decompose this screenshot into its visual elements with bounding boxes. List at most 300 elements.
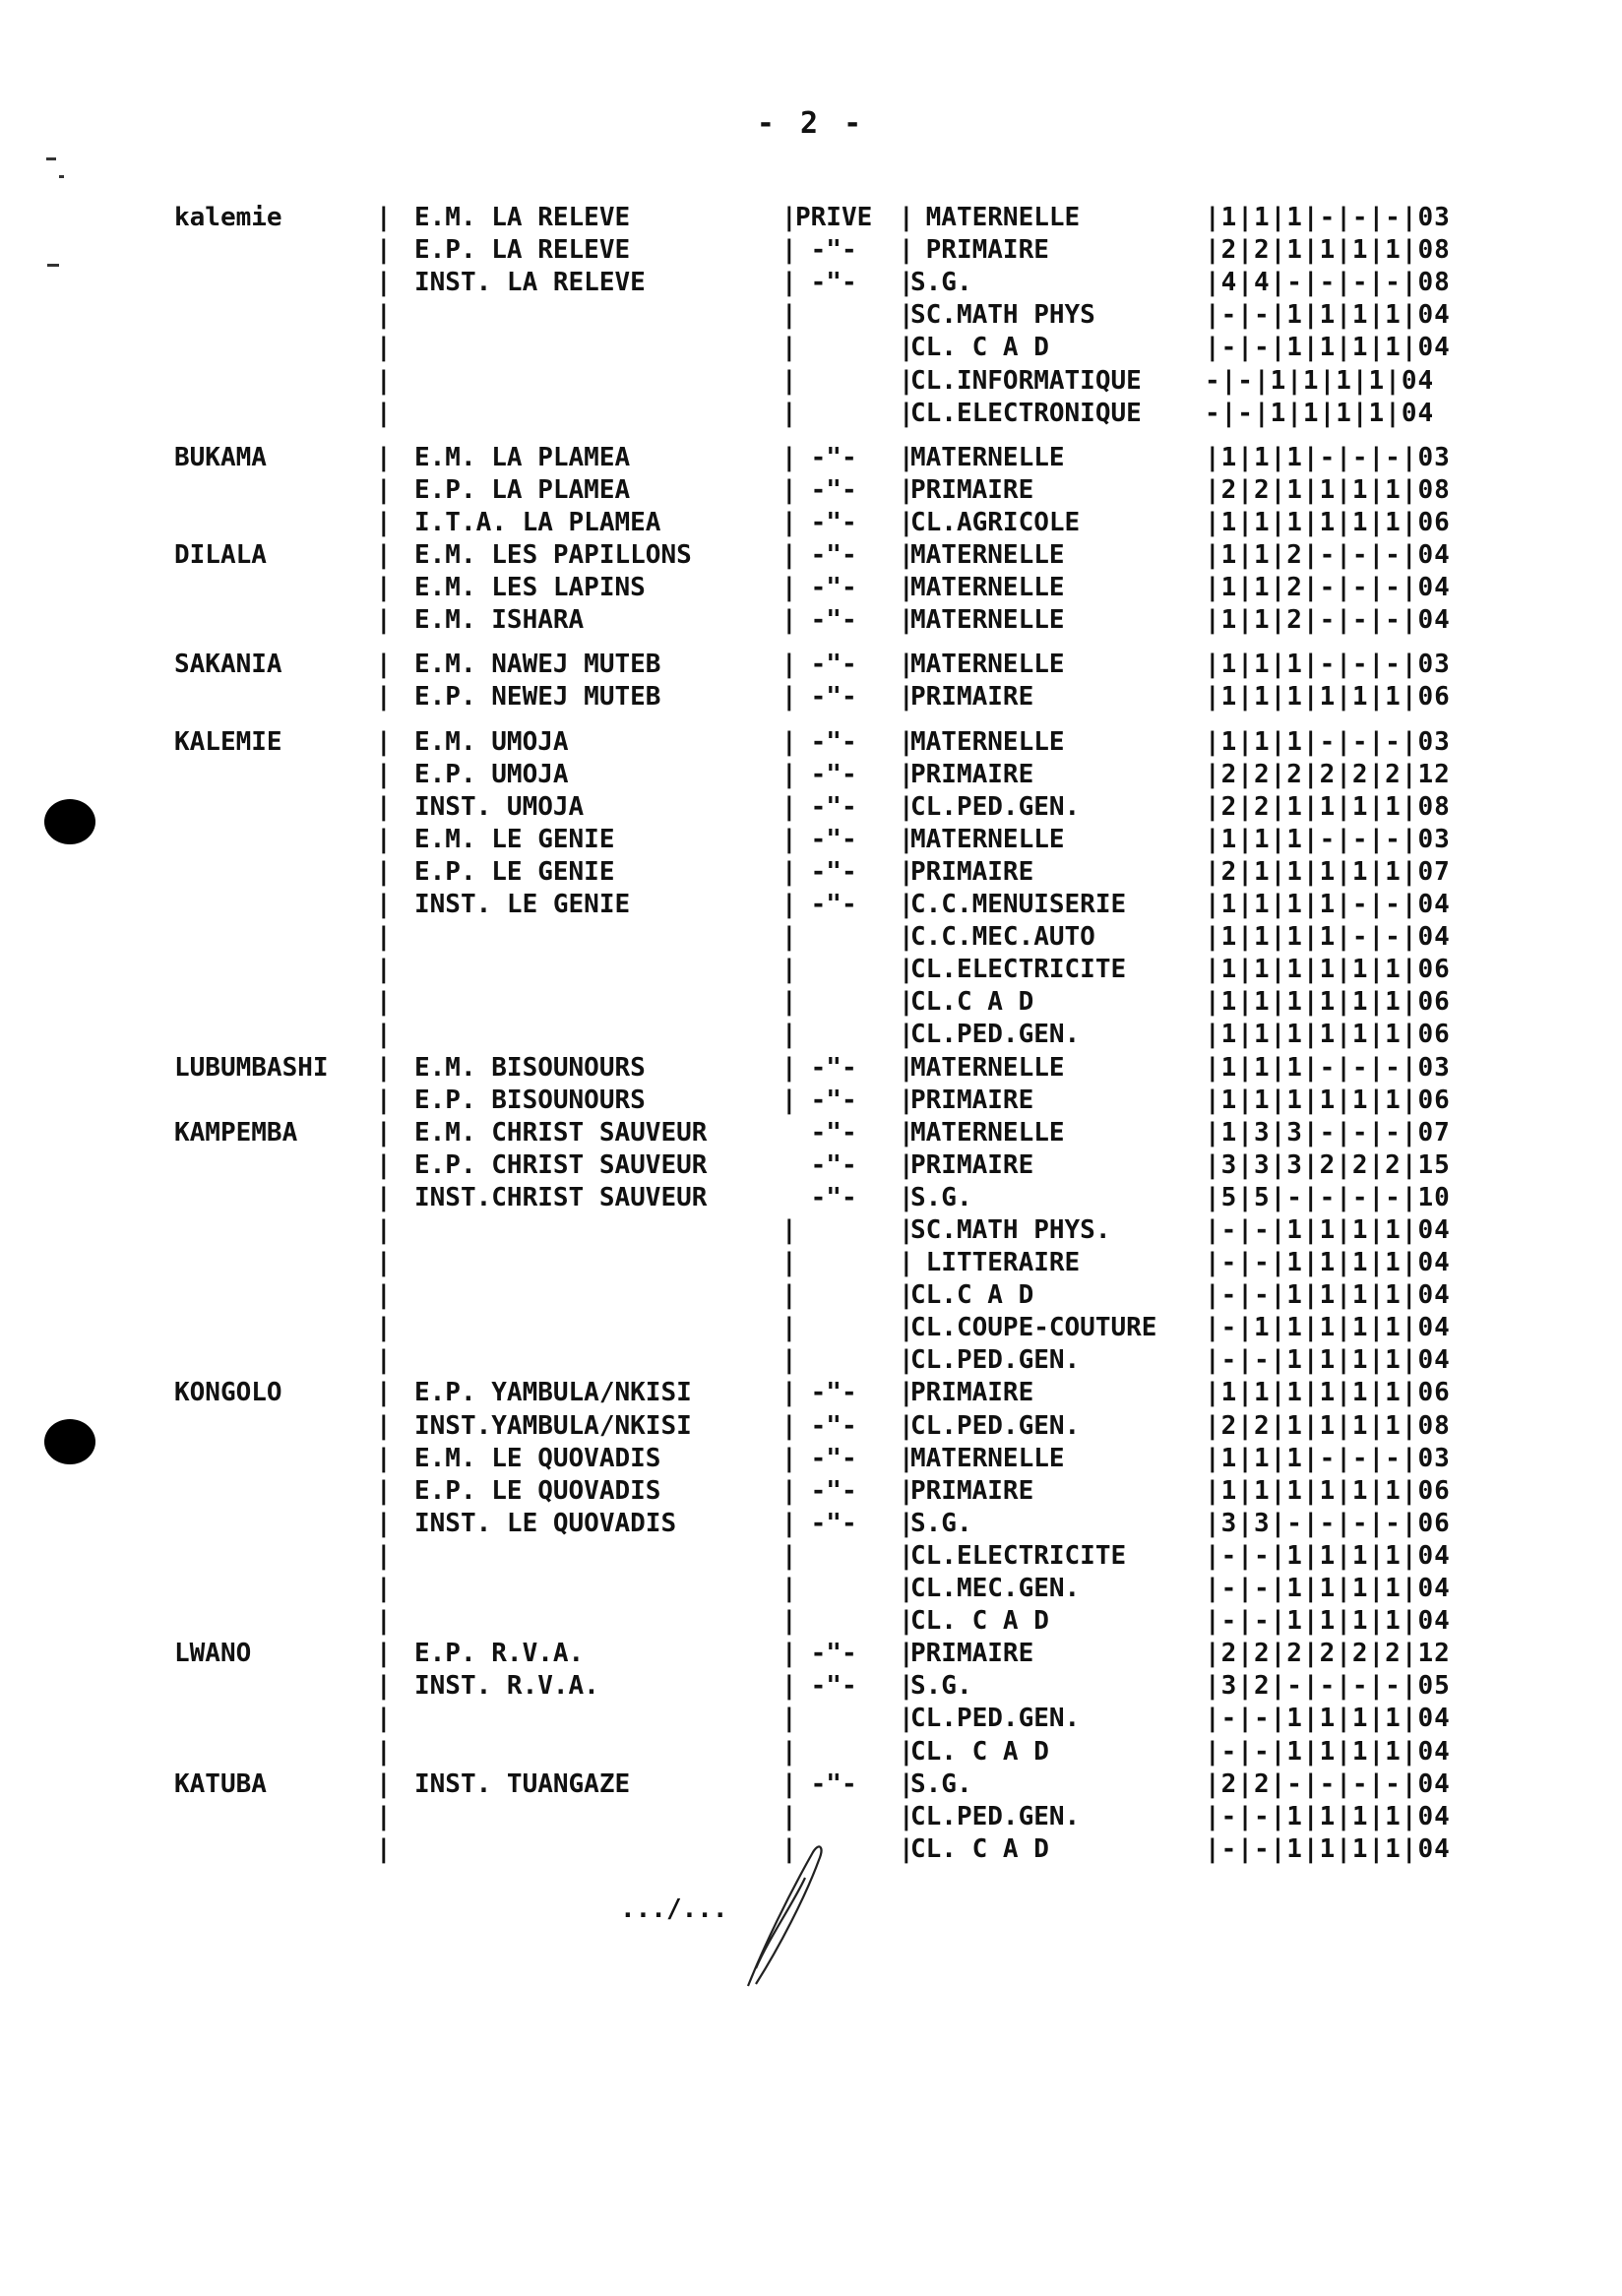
section-cell: CL.ELECTRICITE — [910, 955, 1127, 984]
establishment-cell: E.P. YAMBULA/NKISI — [414, 1378, 692, 1407]
column-separator: | — [899, 235, 914, 265]
column-separator: | — [376, 1313, 392, 1342]
column-separator: | — [899, 605, 914, 635]
table-row — [0, 921, 1451, 954]
column-separator: | — [781, 1769, 797, 1799]
section-cell: PRIMAIRE — [910, 1639, 1034, 1668]
section-cell: CL. C A D — [910, 1737, 1049, 1767]
column-separator: | — [781, 922, 797, 952]
establishment-cell: INST. UMOJA — [414, 792, 585, 822]
column-separator: | — [781, 727, 797, 757]
column-separator: | — [781, 443, 797, 472]
section-cell: SC.MATH PHYS. — [910, 1215, 1111, 1245]
column-separator: | — [781, 1704, 797, 1733]
table-row — [0, 1085, 1451, 1117]
regime-cell: -"- — [795, 508, 873, 537]
table-row — [0, 1247, 1451, 1279]
column-separator: | — [781, 1639, 797, 1668]
regime-cell: -"- — [795, 1118, 873, 1148]
establishment-cell: INST.CHRIST SAUVEUR — [414, 1183, 708, 1212]
regime-cell: -"- — [795, 682, 873, 712]
table-row — [0, 1670, 1451, 1703]
column-separator: | — [781, 987, 797, 1017]
section-cell: C.C.MENUISERIE — [910, 890, 1127, 919]
section-cell: CL. C A D — [910, 333, 1049, 362]
column-separator: | — [376, 1345, 392, 1375]
column-separator: | — [781, 1444, 797, 1473]
table-row — [0, 1182, 1451, 1214]
scan-speck — [47, 264, 59, 267]
column-separator: | — [899, 1541, 914, 1571]
column-separator: | — [781, 300, 797, 330]
regime-cell: -"- — [795, 1411, 873, 1441]
section-cell: PRIMAIRE — [910, 1086, 1034, 1115]
column-separator: | — [781, 890, 797, 919]
section-cell: CL.MEC.GEN. — [910, 1574, 1081, 1603]
table-row — [0, 442, 1451, 474]
location-cell: LUBUMBASHI — [174, 1053, 329, 1083]
punch-hole — [44, 1419, 95, 1464]
section-cell: S.G. — [910, 1183, 972, 1212]
classes-cell: |2|2|1|1|1|1|08 — [1205, 475, 1451, 505]
regime-cell: PRIVE — [795, 203, 873, 232]
location-cell: KATUBA — [174, 1769, 267, 1799]
table-row — [0, 1605, 1451, 1638]
column-separator: | — [781, 955, 797, 984]
regime-cell: -"- — [795, 1444, 873, 1473]
column-separator: | — [899, 475, 914, 505]
classes-cell: |1|1|1|1|1|1|06 — [1205, 955, 1451, 984]
classes-cell: |1|1|1|1|1|1|06 — [1205, 1378, 1451, 1407]
column-separator: | — [376, 1020, 392, 1049]
column-separator: | — [899, 857, 914, 887]
classes-cell: |1|1|2|-|-|-|04 — [1205, 605, 1451, 635]
column-separator: | — [376, 475, 392, 505]
table-row — [0, 1638, 1451, 1670]
scan-speck — [46, 157, 56, 160]
classes-cell: |-|-|1|1|1|1|04 — [1205, 300, 1451, 330]
section-cell: MATERNELLE — [910, 203, 1081, 232]
column-separator: | — [781, 1086, 797, 1115]
classes-cell: |2|2|-|-|-|-|04 — [1205, 1769, 1451, 1799]
classes-cell: |2|2|1|1|1|1|08 — [1205, 1411, 1451, 1441]
column-separator: | — [899, 1476, 914, 1506]
classes-cell: |-|-|1|1|1|1|04 — [1205, 1215, 1451, 1245]
classes-cell: |1|1|1|1|1|1|06 — [1205, 1476, 1451, 1506]
regime-cell: -"- — [795, 760, 873, 789]
regime-cell: -"- — [795, 1476, 873, 1506]
establishment-cell: E.M. LE GENIE — [414, 825, 615, 854]
column-separator: | — [899, 1248, 914, 1277]
table-row — [0, 1344, 1451, 1377]
section-cell: CL.AGRICOLE — [910, 508, 1081, 537]
section-cell: CL.ELECTRONIQUE — [910, 399, 1142, 428]
establishment-cell: INST. LE GENIE — [414, 890, 631, 919]
classes-cell: |1|1|1|-|-|-|03 — [1205, 825, 1451, 854]
section-cell: C.C.MEC.AUTO — [910, 922, 1095, 952]
column-separator: | — [376, 203, 392, 232]
column-separator: | — [781, 508, 797, 537]
classes-cell: |-|-|1|1|1|1|04 — [1205, 1704, 1451, 1733]
regime-cell: -"- — [795, 573, 873, 602]
table-row — [0, 234, 1451, 267]
establishment-cell: I.T.A. LA PLAMEA — [414, 508, 661, 537]
classes-cell: |1|1|1|-|-|-|03 — [1205, 1444, 1451, 1473]
classes-cell: |-|-|1|1|1|1|04 — [1205, 1345, 1451, 1375]
section-cell: S.G. — [910, 1769, 972, 1799]
scan-speck — [59, 175, 64, 178]
column-separator: | — [899, 682, 914, 712]
column-separator: | — [376, 1509, 392, 1538]
column-separator: | — [376, 1248, 392, 1277]
classes-cell: |2|2|2|2|2|2|12 — [1205, 1639, 1451, 1668]
column-separator: | — [899, 1802, 914, 1831]
establishment-cell: E.P. R.V.A. — [414, 1639, 585, 1668]
column-separator: | — [899, 760, 914, 789]
table-row — [0, 1279, 1451, 1312]
classes-cell: |3|2|-|-|-|-|05 — [1205, 1671, 1451, 1701]
classes-cell: |1|1|1|1|1|1|06 — [1205, 682, 1451, 712]
column-separator: | — [899, 1671, 914, 1701]
column-separator: | — [781, 203, 797, 232]
section-cell: CL.PED.GEN. — [910, 1411, 1081, 1441]
location-cell: LWANO — [174, 1639, 252, 1668]
regime-cell: -"- — [795, 605, 873, 635]
column-separator: | — [376, 1606, 392, 1636]
column-separator: | — [376, 300, 392, 330]
classes-cell: |1|1|1|1|-|-|04 — [1205, 890, 1451, 919]
table-row — [0, 681, 1451, 714]
establishment-cell: E.M. NAWEJ MUTEB — [414, 650, 661, 679]
establishment-cell: E.P. BISOUNOURS — [414, 1086, 646, 1115]
table-row — [0, 365, 1435, 398]
establishment-cell: INST. R.V.A. — [414, 1671, 599, 1701]
regime-cell: -"- — [795, 727, 873, 757]
column-separator: | — [781, 1802, 797, 1831]
location-cell: DILALA — [174, 540, 267, 570]
section-cell: MATERNELLE — [910, 1444, 1065, 1473]
location-cell: KONGOLO — [174, 1378, 282, 1407]
section-cell: MATERNELLE — [910, 650, 1065, 679]
column-separator: | — [376, 1671, 392, 1701]
table-row — [0, 1312, 1451, 1344]
establishment-cell: E.M. LES LAPINS — [414, 573, 646, 602]
establishment-cell: E.P. LA RELEVE — [414, 235, 631, 265]
section-cell: CL.C A D — [910, 987, 1034, 1017]
column-separator: | — [376, 760, 392, 789]
column-separator: | — [376, 1704, 392, 1733]
table-row — [0, 202, 1451, 234]
punch-hole — [44, 799, 95, 844]
column-separator: | — [899, 1444, 914, 1473]
column-separator: | — [376, 727, 392, 757]
table-row — [0, 649, 1451, 681]
column-separator: | — [781, 825, 797, 854]
column-separator: | — [376, 540, 392, 570]
column-separator: | — [376, 1769, 392, 1799]
column-separator: | — [781, 760, 797, 789]
section-cell: MATERNELLE — [910, 1053, 1065, 1083]
column-separator: | — [781, 540, 797, 570]
table-row — [0, 1736, 1451, 1769]
section-cell: S.G. — [910, 268, 972, 297]
classes-cell: |1|1|1|1|1|1|06 — [1205, 508, 1451, 537]
column-separator: | — [781, 1737, 797, 1767]
column-separator: | — [376, 1541, 392, 1571]
classes-cell: |1|1|1|-|-|-|03 — [1205, 203, 1451, 232]
column-separator: | — [376, 825, 392, 854]
section-cell: CL.ELECTRICITE — [910, 1541, 1127, 1571]
establishment-cell: E.P. LE QUOVADIS — [414, 1476, 661, 1506]
column-separator: | — [781, 682, 797, 712]
column-separator: | — [376, 682, 392, 712]
column-separator: | — [376, 1639, 392, 1668]
table-row — [0, 507, 1451, 539]
classes-cell: -|-|1|1|1|1|04 — [1205, 399, 1435, 428]
table-row — [0, 1769, 1451, 1801]
classes-cell: |2|2|2|2|2|2|12 — [1205, 760, 1451, 789]
column-separator: | — [899, 1378, 914, 1407]
classes-cell: |1|1|1|-|-|-|03 — [1205, 443, 1451, 472]
column-separator: | — [899, 792, 914, 822]
section-cell: MATERNELLE — [910, 727, 1065, 757]
column-separator: | — [376, 890, 392, 919]
column-separator: | — [899, 268, 914, 297]
section-cell: MATERNELLE — [910, 825, 1065, 854]
table-row — [0, 539, 1451, 572]
column-separator: | — [781, 1509, 797, 1538]
column-separator: | — [899, 366, 914, 396]
column-separator: | — [899, 1834, 914, 1864]
table-row — [0, 889, 1451, 921]
column-separator: | — [899, 508, 914, 537]
classes-cell: |-|1|1|1|1|1|04 — [1205, 1313, 1451, 1342]
regime-cell: -"- — [795, 857, 873, 887]
column-separator: | — [781, 1020, 797, 1049]
column-separator: | — [899, 1118, 914, 1148]
regime-cell: -"- — [795, 540, 873, 570]
establishment-cell: INST. LE QUOVADIS — [414, 1509, 677, 1538]
column-separator: | — [899, 890, 914, 919]
column-separator: | — [899, 443, 914, 472]
column-separator: | — [781, 573, 797, 602]
table-row — [0, 1377, 1451, 1409]
column-separator: | — [899, 1606, 914, 1636]
regime-cell: -"- — [795, 235, 873, 265]
classes-cell: -|-|1|1|1|1|04 — [1205, 366, 1435, 396]
classes-cell: |1|1|2|-|-|-|04 — [1205, 573, 1451, 602]
establishment-cell: E.M. BISOUNOURS — [414, 1053, 646, 1083]
classes-cell: |2|2|1|1|1|1|08 — [1205, 235, 1451, 265]
column-separator: | — [899, 203, 914, 232]
table-row — [0, 726, 1451, 759]
regime-cell: -"- — [795, 1671, 873, 1701]
column-separator: | — [781, 1671, 797, 1701]
column-separator: | — [781, 1574, 797, 1603]
section-cell: CL.PED.GEN. — [910, 792, 1081, 822]
column-separator: | — [899, 1053, 914, 1083]
section-cell: S.G. — [910, 1671, 972, 1701]
classes-cell: |1|1|1|1|1|1|06 — [1205, 1020, 1451, 1049]
classes-cell: |1|1|1|1|1|1|06 — [1205, 987, 1451, 1017]
column-separator: | — [899, 1183, 914, 1212]
section-cell: PRIMAIRE — [910, 1378, 1034, 1407]
section-cell: PRIMAIRE — [910, 1476, 1034, 1506]
column-separator: | — [781, 1378, 797, 1407]
establishment-cell: E.P. UMOJA — [414, 760, 569, 789]
classes-cell: |-|-|1|1|1|1|04 — [1205, 1834, 1451, 1864]
regime-cell: -"- — [795, 1183, 873, 1212]
column-separator: | — [899, 300, 914, 330]
section-cell: MATERNELLE — [910, 573, 1065, 602]
section-cell: S.G. — [910, 1509, 972, 1538]
column-separator: | — [376, 650, 392, 679]
column-separator: | — [376, 1378, 392, 1407]
table-row — [0, 1019, 1451, 1051]
classes-cell: |5|5|-|-|-|-|10 — [1205, 1183, 1451, 1212]
column-separator: | — [899, 650, 914, 679]
classes-cell: |1|1|2|-|-|-|04 — [1205, 540, 1451, 570]
column-separator: | — [376, 508, 392, 537]
column-separator: | — [376, 1280, 392, 1310]
column-separator: | — [376, 268, 392, 297]
establishment-cell: INST.YAMBULA/NKISI — [414, 1411, 692, 1441]
regime-cell: -"- — [795, 1769, 873, 1799]
column-separator: | — [781, 1411, 797, 1441]
classes-cell: |3|3|3|2|2|2|15 — [1205, 1150, 1451, 1180]
section-cell: SC.MATH PHYS — [910, 300, 1095, 330]
continuation-mark: .../... — [620, 1894, 728, 1924]
classes-cell: |1|1|1|-|-|-|03 — [1205, 1053, 1451, 1083]
table-row — [0, 1573, 1451, 1605]
classes-cell: |2|1|1|1|1|1|07 — [1205, 857, 1451, 887]
section-cell: PRIMAIRE — [910, 1150, 1034, 1180]
table-row — [0, 986, 1451, 1019]
column-separator: | — [376, 399, 392, 428]
column-separator: | — [376, 1476, 392, 1506]
table-row — [0, 398, 1435, 430]
column-separator: | — [899, 1639, 914, 1668]
column-separator: | — [781, 1606, 797, 1636]
column-separator: | — [781, 857, 797, 887]
column-separator: | — [899, 540, 914, 570]
column-separator: | — [781, 366, 797, 396]
establishment-cell: E.P. CHRIST SAUVEUR — [414, 1150, 708, 1180]
regime-cell: -"- — [795, 443, 873, 472]
column-separator: | — [899, 1704, 914, 1733]
regime-cell: -"- — [795, 1509, 873, 1538]
column-separator: | — [376, 1802, 392, 1831]
column-separator: | — [781, 399, 797, 428]
establishment-cell: E.P. LA PLAMEA — [414, 475, 631, 505]
column-separator: | — [899, 1280, 914, 1310]
column-separator: | — [781, 792, 797, 822]
table-row — [0, 1703, 1451, 1735]
column-separator: | — [899, 399, 914, 428]
classes-cell: |1|1|1|-|-|-|03 — [1205, 727, 1451, 757]
column-separator: | — [376, 366, 392, 396]
table-row — [0, 1540, 1451, 1573]
column-separator: | — [899, 1345, 914, 1375]
column-separator: | — [376, 1053, 392, 1083]
column-separator: | — [781, 650, 797, 679]
table-row — [0, 856, 1451, 889]
location-cell: BUKAMA — [174, 443, 267, 472]
classes-cell: |1|1|1|1|-|-|04 — [1205, 922, 1451, 952]
column-separator: | — [899, 1737, 914, 1767]
column-separator: | — [376, 443, 392, 472]
column-separator: | — [899, 1020, 914, 1049]
table-row — [0, 572, 1451, 604]
column-separator: | — [376, 1411, 392, 1441]
classes-cell: |-|-|1|1|1|1|04 — [1205, 1737, 1451, 1767]
classes-cell: |-|-|1|1|1|1|04 — [1205, 1541, 1451, 1571]
section-cell: CL.PED.GEN. — [910, 1802, 1081, 1831]
column-separator: | — [376, 1215, 392, 1245]
table-row — [0, 332, 1451, 364]
location-cell: KALEMIE — [174, 727, 282, 757]
table-row — [0, 1801, 1451, 1833]
column-separator: | — [781, 1280, 797, 1310]
classes-cell: |-|-|1|1|1|1|04 — [1205, 1248, 1451, 1277]
establishment-cell: E.M. CHRIST SAUVEUR — [414, 1118, 708, 1148]
establishment-cell: E.M. LA RELEVE — [414, 203, 631, 232]
column-separator: | — [899, 1574, 914, 1603]
regime-cell: -"- — [795, 1639, 873, 1668]
column-separator: | — [376, 1118, 392, 1148]
establishment-cell: E.M. LE QUOVADIS — [414, 1444, 661, 1473]
regime-cell: -"- — [795, 268, 873, 297]
column-separator: | — [376, 1086, 392, 1115]
column-separator: | — [376, 235, 392, 265]
column-separator: | — [781, 1248, 797, 1277]
section-cell: CL.COUPE-COUTURE — [910, 1313, 1157, 1342]
regime-cell: -"- — [795, 1086, 873, 1115]
section-cell: MATERNELLE — [910, 540, 1065, 570]
classes-cell: |1|1|1|-|-|-|03 — [1205, 650, 1451, 679]
location-cell: KAMPEMBA — [174, 1118, 298, 1148]
column-separator: | — [781, 235, 797, 265]
section-cell: PRIMAIRE — [910, 235, 1049, 265]
section-cell: MATERNELLE — [910, 443, 1065, 472]
regime-cell: -"- — [795, 890, 873, 919]
column-separator: | — [781, 475, 797, 505]
regime-cell: -"- — [795, 1378, 873, 1407]
establishment-cell: E.P. NEWEJ MUTEB — [414, 682, 661, 712]
column-separator: | — [899, 1313, 914, 1342]
section-cell: MATERNELLE — [910, 605, 1065, 635]
section-cell: CL. C A D — [910, 1834, 1049, 1864]
establishment-cell: E.M. ISHARA — [414, 605, 585, 635]
section-cell: MATERNELLE — [910, 1118, 1065, 1148]
classes-cell: |-|-|1|1|1|1|04 — [1205, 1802, 1451, 1831]
column-separator: | — [899, 987, 914, 1017]
classes-cell: |-|-|1|1|1|1|04 — [1205, 1280, 1451, 1310]
establishment-cell: INST. TUANGAZE — [414, 1769, 631, 1799]
column-separator: | — [899, 1215, 914, 1245]
classes-cell: |-|-|1|1|1|1|04 — [1205, 333, 1451, 362]
table-row — [0, 604, 1451, 637]
column-separator: | — [376, 922, 392, 952]
table-row — [0, 1508, 1451, 1540]
classes-cell: |-|-|1|1|1|1|04 — [1205, 1574, 1451, 1603]
classes-cell: |2|2|1|1|1|1|08 — [1205, 792, 1451, 822]
column-separator: | — [781, 1541, 797, 1571]
establishment-cell: INST. LA RELEVE — [414, 268, 646, 297]
regime-cell: -"- — [795, 825, 873, 854]
table-row — [0, 954, 1451, 986]
establishment-cell: E.P. LE GENIE — [414, 857, 615, 887]
